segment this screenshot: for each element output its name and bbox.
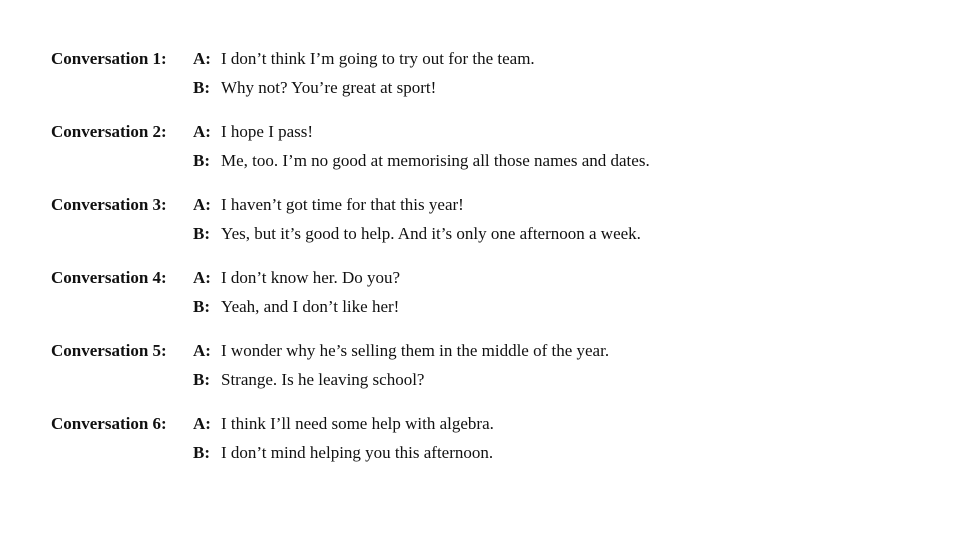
speaker-label: A: <box>193 268 211 287</box>
utterance-text: I haven’t got time for that this year! <box>221 195 464 214</box>
dialogue-line-b <box>193 438 494 467</box>
conversation-4 <box>51 263 931 321</box>
conversation-lines <box>193 190 641 248</box>
speaker-label: B: <box>193 78 210 97</box>
utterance-text: Yeah, and I don’t like her! <box>221 297 400 316</box>
dialogue-line-b <box>193 292 400 321</box>
utterance-text: Yes, but it’s good to help. And it’s only one afternoon a week. <box>221 224 641 243</box>
conversation-label: Conversation 5: <box>51 341 167 360</box>
conversation-lines <box>193 409 494 467</box>
conversation-3 <box>51 190 931 248</box>
conversation-1 <box>51 44 931 102</box>
conversation-lines <box>193 336 609 394</box>
conversation-label: Conversation 1: <box>51 49 167 68</box>
speaker-label: B: <box>193 297 210 316</box>
speaker-label: B: <box>193 370 210 389</box>
utterance-text: Why not? You’re great at sport! <box>221 78 437 97</box>
speaker-label: B: <box>193 151 210 170</box>
conversation-lines <box>193 263 400 321</box>
dialogue-line-a <box>193 190 641 219</box>
conversation-label: Conversation 3: <box>51 195 167 214</box>
conversation-label: Conversation 4: <box>51 268 167 287</box>
dialogue-line-a <box>193 117 650 146</box>
speaker-label: A: <box>193 49 211 68</box>
dialogue-line-b <box>193 219 641 248</box>
conversation-2 <box>51 117 931 175</box>
conversation-5 <box>51 336 931 394</box>
utterance-text: I don’t think I’m going to try out for the team. <box>221 49 535 68</box>
utterance-text: Me, too. I’m no good at memorising all those names and dates. <box>221 151 650 170</box>
conversation-list <box>51 44 931 482</box>
conversation-label: Conversation 6: <box>51 414 167 433</box>
dialogue-line-a <box>193 263 400 292</box>
speaker-label: B: <box>193 224 210 243</box>
utterance-text: I don’t mind helping you this afternoon. <box>221 443 494 462</box>
dialogue-line-b <box>193 146 650 175</box>
speaker-label: A: <box>193 341 211 360</box>
speaker-label: A: <box>193 122 211 141</box>
utterance-text: I think I’ll need some help with algebra. <box>221 414 494 433</box>
dialogue-line-a <box>193 336 609 365</box>
dialogue-line-a <box>193 44 535 73</box>
utterance-text: Strange. Is he leaving school? <box>221 370 425 389</box>
dialogue-line-b <box>193 365 609 394</box>
conversation-label: Conversation 2: <box>51 122 167 141</box>
utterance-text: I don’t know her. Do you? <box>221 268 401 287</box>
conversation-6 <box>51 409 931 467</box>
speaker-label: A: <box>193 414 211 433</box>
speaker-label: B: <box>193 443 210 462</box>
dialogue-line-a <box>193 409 494 438</box>
dialogue-line-b <box>193 73 535 102</box>
utterance-text: I wonder why he’s selling them in the middle of the year. <box>221 341 610 360</box>
conversation-lines <box>193 44 535 102</box>
conversation-lines <box>193 117 650 175</box>
utterance-text: I hope I pass! <box>221 122 314 141</box>
speaker-label: A: <box>193 195 211 214</box>
